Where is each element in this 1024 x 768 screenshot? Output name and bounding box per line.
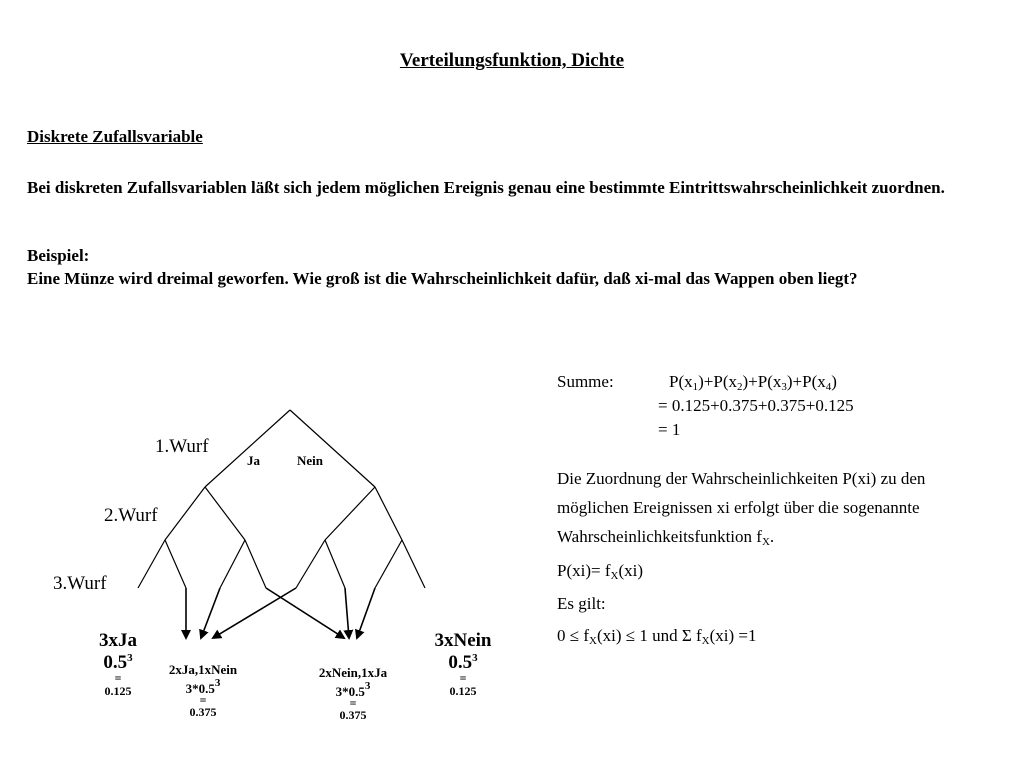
branch-line <box>138 540 165 588</box>
outcome-label: 3xJa <box>99 630 137 651</box>
branch-line <box>290 410 375 487</box>
outcome-3xja <box>78 630 158 699</box>
branch-line <box>165 540 186 588</box>
ja-label: Ja <box>247 453 260 468</box>
arrow <box>213 588 296 638</box>
outcome-eq: = <box>459 671 467 685</box>
branch-line <box>245 540 266 588</box>
branch-line <box>205 410 290 487</box>
nein-label: Nein <box>297 453 323 468</box>
intro-paragraph: Bei diskreten Zufallsvariablen läßt sich jedem möglichen Ereignis genau eine bestimmte Eintrittswahrscheinlichkeit zuordnen. <box>27 178 945 197</box>
outcome-eq: = <box>114 671 122 685</box>
example-label: Beispiel: <box>27 246 90 265</box>
branch-line <box>325 540 345 588</box>
summe-line1: $P(x_1)+P(x_2)+P(x_3)+P(x_4)$ <box>669 372 837 393</box>
formula: $P(xi)= f_X(xi)$ <box>557 561 643 582</box>
outcome-label: 2xNein,1xJa <box>318 665 388 680</box>
arrow <box>345 588 349 638</box>
outcome-value: 0.125 <box>104 684 132 698</box>
outcome-eq: = <box>199 693 207 707</box>
branch-line <box>375 540 402 588</box>
outcome-eq: = <box>349 696 357 710</box>
outcome-prob: $0.5^3$ <box>103 652 133 673</box>
branch-line <box>325 487 375 540</box>
branch-line <box>375 487 402 540</box>
branch-line <box>402 540 425 588</box>
branch-line <box>165 487 205 540</box>
outcome-label: 2xJa,1xNein <box>168 662 238 677</box>
arrow <box>266 588 344 638</box>
branch-line <box>220 540 245 588</box>
outcome-value: 0.375 <box>189 705 217 719</box>
outcome-value: 0.375 <box>339 708 367 722</box>
summe-label: Summe: <box>557 372 614 391</box>
explanation-line1: Die Zuordnung der Wahrscheinlichkeiten P(xi) zu den <box>557 469 926 488</box>
summe-line3: = 1 <box>658 420 681 439</box>
outcome-prob: $3*0.5^3$ <box>185 677 221 696</box>
wurf2-label: 2.Wurf <box>104 505 158 526</box>
condition: $0 \le f_X(xi) \le 1$ und Σ $f_X(xi) =1$ <box>557 626 757 647</box>
outcome-2xja-1xnein <box>148 662 258 720</box>
arrow <box>201 588 220 638</box>
outcome-2xnein-1xja <box>298 665 408 723</box>
arrow <box>357 588 375 638</box>
outcome-3xnein <box>420 630 506 699</box>
explanation-line2: möglichen Ereignissen xi erfolgt über die sogenannte <box>557 498 920 517</box>
wurf1-label: 1.Wurf <box>155 436 209 457</box>
example-question: Eine Münze wird dreimal geworfen. Wie groß ist die Wahrscheinlichkeit dafür, daß xi-mal das Wappen oben liegt? <box>27 269 858 288</box>
es-gilt: Es gilt: <box>557 594 606 613</box>
outcome-label: 3xNein <box>434 630 492 651</box>
summe-line2: = 0.125+0.375+0.375+0.125 <box>658 396 854 415</box>
explanation-line3: Wahrscheinlichkeitsfunktion $f_X$. <box>557 527 775 548</box>
section-heading: Diskrete Zufallsvariable <box>27 127 203 146</box>
outcome-prob: $3*0.5^3$ <box>335 680 371 699</box>
page-title: Verteilungsfunktion, Dichte <box>399 50 625 71</box>
outcome-value: 0.125 <box>449 684 477 698</box>
branch-line <box>296 540 325 588</box>
branch-line <box>205 487 245 540</box>
outcome-prob: $0.5^3$ <box>448 652 478 673</box>
wurf3-label: 3.Wurf <box>53 573 107 594</box>
